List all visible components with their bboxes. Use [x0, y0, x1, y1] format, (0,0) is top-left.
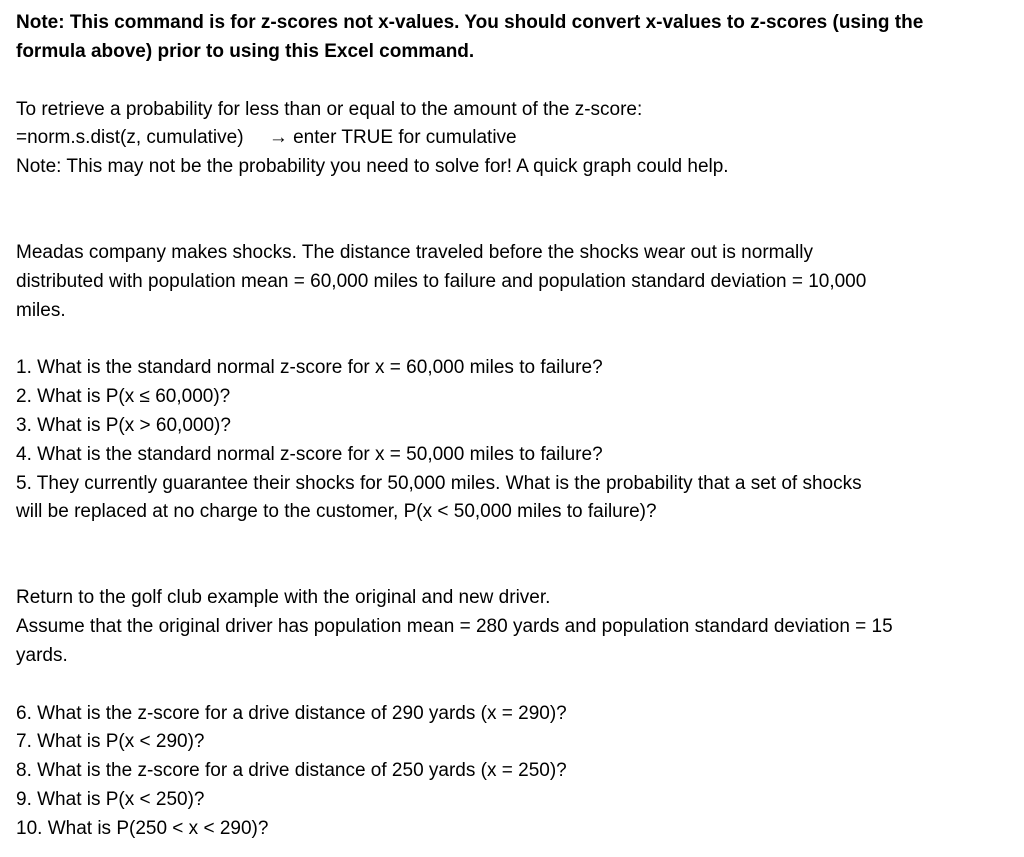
note-bold-line-1: Note: This command is for z-scores not x-values. You should convert x-values to z-scores (using the [16, 12, 924, 33]
golf-paragraph-line-1: Return to the golf club example with the original and new driver. [16, 587, 551, 609]
shocks-paragraph-line-1: Meadas company makes shocks. The distance traveled before the shocks wear out is normally [16, 241, 813, 263]
question-5-line-2: will be replaced at no charge to the customer, P(x < 50,000 miles to failure)? [16, 501, 657, 523]
golf-paragraph-line-2: Assume that the original driver has population mean = 280 yards and population standard deviation = 15 [16, 615, 893, 637]
question-6: 6. What is the z-score for a drive distance of 290 yards (x = 290)? [16, 702, 567, 724]
note-bold-line-2: formula above) prior to using this Excel command. [16, 40, 475, 62]
excel-note: Note: This may not be the probability you need to solve for! A quick graph could help. [16, 156, 729, 178]
excel-intro: To retrieve a probability for less than or equal to the amount of the z-score: [16, 98, 643, 120]
question-7: 7. What is P(x < 290)? [16, 731, 205, 753]
question-2: 2. What is P(x ≤ 60,000)? [16, 386, 231, 408]
question-3: 3. What is P(x > 60,000)? [16, 414, 231, 436]
excel-formula: =norm.s.dist(z, cumulative) [16, 127, 244, 149]
question-9: 9. What is P(x < 250)? [16, 788, 205, 810]
question-8: 8. What is the z-score for a drive distance of 250 yards (x = 250)? [16, 760, 567, 782]
question-1: 1. What is the standard normal z-score for x = 60,000 miles to failure? [16, 357, 603, 379]
excel-formula-line [16, 124, 1016, 153]
question-5-line-1: 5. They currently guarantee their shocks for 50,000 miles. What is the probability that a set of shocks [16, 472, 862, 494]
excel-formula-hint: → enter TRUE for cumulative [268, 127, 517, 149]
golf-paragraph-line-3: yards. [16, 644, 68, 666]
question-10: 10. What is P(250 < x < 290)? [16, 817, 269, 839]
question-4: 4. What is the standard normal z-score for x = 50,000 miles to failure? [16, 443, 603, 465]
shocks-paragraph-line-3: miles. [16, 299, 66, 321]
shocks-paragraph-line-2: distributed with population mean = 60,000 miles to failure and population standard deviation = 10,000 [16, 270, 867, 292]
document-page [16, 9, 1016, 844]
